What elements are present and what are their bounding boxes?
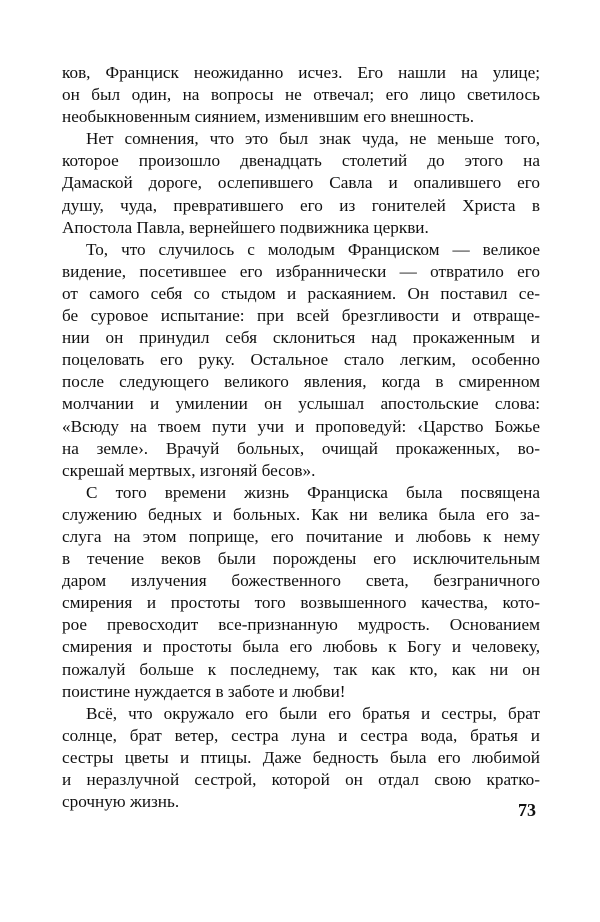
text-line: сестры цветы и птицы. Даже бедность была его любимой <box>62 747 540 767</box>
text-line: срочную жизнь. <box>62 792 180 812</box>
text-line: от самого себя со стыдом и раскаянием. Он поставил се- <box>62 283 540 303</box>
text-line: смирения и простоты была его любовь к Богу и человеку, <box>62 637 540 657</box>
text-line: То, что случилось с молодым Франциском — великое <box>86 239 540 259</box>
text-line: молчании и умилении он услышал апостольские слова: <box>62 394 540 414</box>
text-line: Дамаской дороге, ослепившего Савла и опалившего его <box>62 173 540 193</box>
text-line: после следующего великого явления, когда в смиренном <box>62 372 540 392</box>
text-line: пожалуй больше к последнему, так как кто, как ни он <box>62 659 540 679</box>
text-line: даром излучения божественного света, безграничного <box>62 571 540 591</box>
text-line: служению бедных и больных. Как ни велика была его за- <box>62 504 540 524</box>
text-line: бе суровое испытание: при всей брезгливости и отвраще- <box>62 306 540 326</box>
text-line: поцеловать его руку. Остальное стало легким, особенно <box>62 350 540 370</box>
text-line: смирения и простоты того возвышенного качества, кото- <box>62 593 540 613</box>
text-line: Нет сомнения, что это был знак чуда, не меньше того, <box>86 129 540 149</box>
text-line: Всё, что окружало его были его братья и сестры, брат <box>86 703 540 723</box>
paragraph <box>62 62 540 128</box>
page-number: 73 <box>518 800 536 820</box>
text-line: поистине нуждается в заботе и любви! <box>62 681 346 701</box>
paragraph <box>62 482 540 703</box>
text-line: которое произошло двенадцать столетий до этого на <box>62 151 540 171</box>
text-line: С того времени жизнь Франциска была посвящена <box>86 482 540 502</box>
text-line: душу, чуда, превратившего его из гонителей Христа в <box>62 195 540 215</box>
text-line: скрешай мертвых, изгоняй бесов». <box>62 460 316 480</box>
text-line: Апостола Павла, вернейшего подвижника церкви. <box>62 217 429 237</box>
text-line: рое превосходит все-признанную мудрость. Основанием <box>62 615 540 635</box>
text-line: видение, посетившее его избраннически — отвратило его <box>62 261 540 281</box>
text-line: нии он принудил себя склониться над прокаженным и <box>62 328 540 348</box>
text-line: ков, Франциск неожиданно исчез. Его нашли на улице; <box>62 63 540 82</box>
text-line: на земле›. Врачуй больных, очищай прокаженных, во- <box>62 438 540 458</box>
text-line: в течение веков были порождены его исключительным <box>62 549 540 569</box>
text-line: он был один, на вопросы не отвечал; его лицо светилось <box>62 85 540 105</box>
body-text <box>62 62 540 813</box>
text-line: необыкновенным сиянием, изменившим его внешность. <box>62 107 475 127</box>
paragraph <box>62 239 540 482</box>
paragraph <box>62 703 540 813</box>
text-line: солнце, брат ветер, сестра луна и сестра вода, братья и <box>62 725 540 745</box>
paragraph <box>62 128 540 238</box>
text-line: «Всюду на твоем пути учи и проповедуй: ‹Царство Божье <box>62 416 540 436</box>
text-line: и неразлучной сестрой, которой он отдал свою кратко- <box>62 770 540 789</box>
text-line: слуга на этом поприще, его почитание и любовь к нему <box>62 526 540 546</box>
